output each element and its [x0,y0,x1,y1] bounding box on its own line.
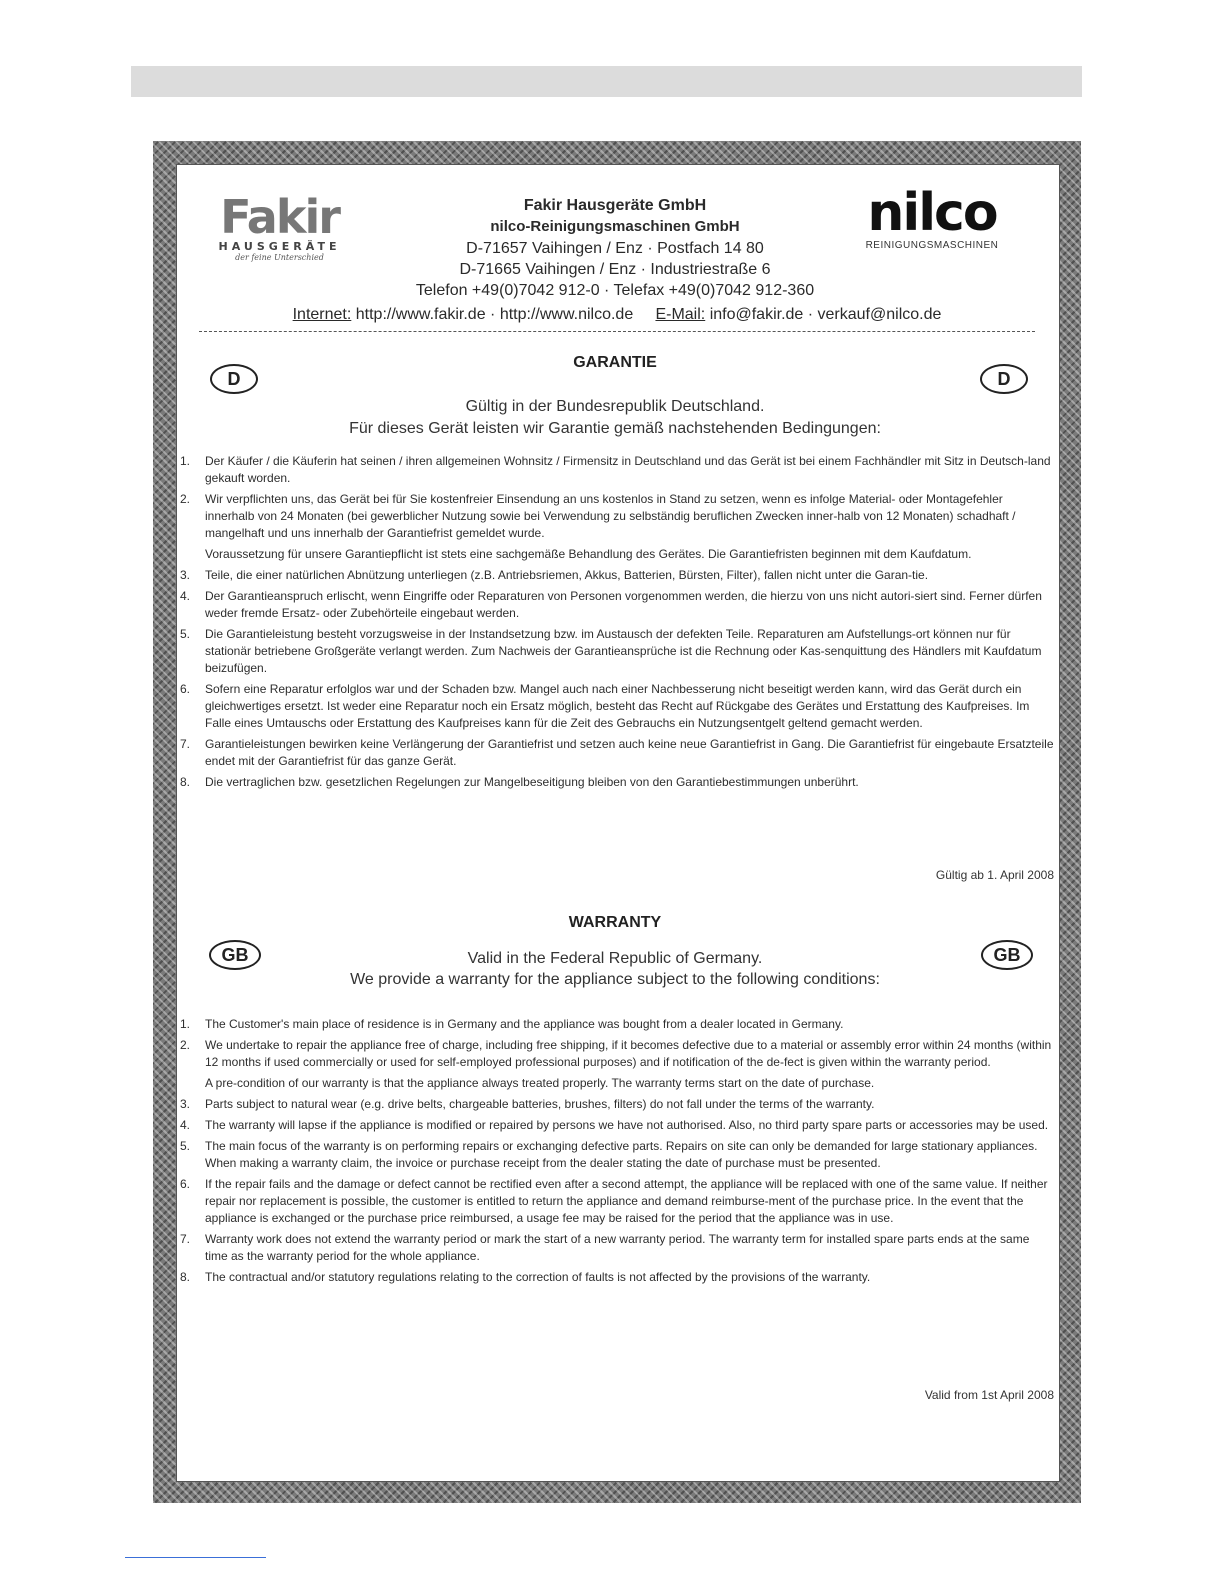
company-name-1: Fakir Hausgeräte GmbH [523,197,707,214]
clause-text: Sofern eine Reparatur erfolglos war und der Schaden bzw. Mangel auch nach einer Nachbesserung nicht beseitigt werden kann, wird das Gerät durch ein gleichwertiges ersetzt. Ist weder eine Reparatur noch ein Ersatz möglich, besteht das Recht auf Rückgabe des Gerätes und Erstattung des Kaufpreises. Im Falle eines Umtauschs oder Erstattung des Kaufpreises kann für die Zeit des Gebrauchs ein Nutzungsentgelt geltend gemacht werden. [205,682,1030,730]
country-badge-de-right: D [980,364,1028,394]
clause-number: 1. [180,454,191,468]
dashed-divider [199,331,1035,332]
clause-number: 7. [180,1232,191,1246]
clause-item [180,1096,1055,1113]
country-badge-gb-left: GB [209,940,261,970]
garantie-valid-date: Gültig ab 1. April 2008 [935,868,1054,882]
clause-item [180,1117,1055,1134]
clause-item [180,491,1055,542]
clause-text: Teile, die einer natürlichen Abnützung unterliegen (z.B. Antriebsriemen, Akkus, Batterien, Bürsten, Filter), fallen nicht unter die Garan-tie. [205,568,929,582]
fakir-logo-tagline: der feine Unterschied [235,253,324,262]
clause-item [180,588,1055,622]
clause-text: The contractual and/or statutory regulations relating to the correction of faults is not affected by the provisions of the warranty. [205,1270,871,1284]
clause-text: Die Garantieleistung besteht vorzugsweise in der Instandsetzung bzw. im Austausch der defekten Teile. Reparaturen am Aufstellungs-ort können nur für stationär betriebene Großgeräte verlangt werden. Zum Nachweis der Garantieansprüche ist die Rechnung oder Kas-senquittung des Händlers mit Kaufdatum beizufügen. [205,627,1042,675]
country-badge-de-left: D [210,364,258,394]
clause-text: The warranty will lapse if the appliance is modified or repaired by persons we have not authorised. Also, no third party spare parts or accessories may be used. [205,1118,1049,1132]
clause-text: Die vertraglichen bzw. gesetzlichen Regelungen zur Mangelbeseitigung bleiben von den Garantiebestimmungen unberührt. [205,775,859,789]
clause-number [180,1075,205,1092]
clause-text: A pre-condition of our warranty is that the appliance always treated properly. The warranty terms start on the date of purchase. [205,1076,875,1090]
clause-number: 8. [180,775,191,789]
warranty-validity: Valid in the Federal Republic of Germany. [467,950,763,967]
fakir-logo-sub: HAUSGERÄTE [218,240,341,253]
clause-text: We undertake to repair the appliance free of charge, including free shipping, if it becomes defective due to a material or assembly error within 24 months (within 12 months if used commercially or used for self-employed professional purposes) and if notification of the de-fect is given within the warranty period. [205,1038,1052,1069]
email-addresses[interactable]: info@fakir.de · verkauf@nilco.de [709,306,942,323]
clause-number: 1. [180,1017,191,1031]
country-badge-gb-right: GB [981,940,1033,970]
internet-urls[interactable]: http://www.fakir.de · http://www.nilco.de [355,306,634,323]
clause-item [180,1138,1055,1172]
internet-label: Internet: [292,306,352,323]
company-header [300,196,930,301]
clause-item [180,1269,1055,1286]
clause-item [180,453,1055,487]
clause-number: 7. [180,737,191,751]
clause-number: 5. [180,1139,191,1153]
warranty-title: WARRANTY [568,914,662,931]
clause-number: 6. [180,1177,191,1191]
clause-text: The main focus of the warranty is on performing repairs or exchanging defective parts. Repairs on site can only be demanded for large stationary appliances. When making a warranty claim, the invoice or purchase receipt from the dealer stating the date of purchase must be presented. [205,1139,1038,1170]
clause-item [180,567,1055,584]
clause-number: 2. [180,1038,191,1052]
clause-number: 2. [180,492,191,506]
clause-text: Garantieleistungen bewirken keine Verlängerung der Garantiefrist und setzen auch keine neue Garantiefrist in Gang. Die Garantiefrist für eingebaute Ersatzteile endet mit der Garantiefrist für das ganze Gerät. [205,737,1054,768]
nilco-logo-word: nilco [867,183,997,243]
address-postbox: D-71657 Vaihingen / Enz · Postfach 14 80 [466,240,764,257]
nilco-logo-sub: REINIGUNGSMASCHINEN [865,240,999,251]
clause-item [180,1016,1055,1033]
warranty-valid-date: Valid from 1st April 2008 [924,1388,1054,1402]
clause-text: Parts subject to natural wear (e.g. drive belts, chargeable batteries, brushes, filters) do not fall under the terms of the warranty. [205,1097,875,1111]
warranty-intro: We provide a warranty for the appliance subject to the following conditions: [350,971,880,988]
clause-number [180,546,205,563]
garantie-validity: Gültig in der Bundesrepublik Deutschland. [465,398,765,415]
clause-item [180,1037,1055,1071]
clause-item [180,1075,1055,1092]
clause-item [180,546,1055,563]
garantie-title: GARANTIE [573,354,657,371]
clause-text: If the repair fails and the damage or defect cannot be rectified even after a second attempt, the appliance will be replaced with one of the same value. If neither repair nor replacement is possible, the customer is entitled to return the appliance and demand reimburse-ment of the purchase price. In the event that the appliance is exchanged or the purchase price reimbursed, a usage fee may be raised for the period that the appliance was in use. [205,1177,1048,1225]
garantie-intro: Für dieses Gerät leisten wir Garantie gemäß nachstehenden Bedingungen: [349,420,881,437]
clause-number: 8. [180,1270,191,1284]
clause-item [180,626,1055,677]
clause-text: Der Garantieanspruch erlischt, wenn Eingriffe oder Reparaturen von Personen vorgenommen werden, die hierzu von uns nicht autori-siert sind. Ferner dürfen weder fremde Ersatz- oder Zubehörteile eingebaut werden. [205,589,1042,620]
phone-fax: Telefon +49(0)7042 912-0 · Telefax +49(0)7042 912-360 [415,282,815,299]
clause-item [180,736,1055,770]
clause-number: 3. [180,1097,191,1111]
address-street: D-71665 Vaihingen / Enz · Industriestraße 6 [459,261,771,278]
web-contact-line [180,306,1054,324]
clause-text: Voraussetzung für unsere Garantiepflicht ist stets eine sachgemäße Behandlung des Gerätes. Die Garantiefristen beginnen mit dem Kaufdatum. [205,547,972,561]
clause-text: The Customer's main place of residence is in Germany and the appliance was bought from a dealer located in Germany. [205,1017,844,1031]
clause-item [180,1231,1055,1265]
clause-text: Der Käufer / die Käuferin hat seinen / ihren allgemeinen Wohnsitz / Firmensitz in Deutschland und das Gerät ist bei einem Fachhändler mit Sitz in Deutsch-land gekauft worden. [205,454,1051,485]
clause-number: 6. [180,682,191,696]
company-name-2: nilco-Reinigungsmaschinen GmbH [490,218,740,235]
fakir-logo-word: Fakir [220,190,339,244]
email-label: E-Mail: [655,306,706,323]
clause-item [180,681,1055,732]
clause-item [180,774,1055,791]
clause-number: 5. [180,627,191,641]
top-gray-bar [131,66,1082,97]
clause-text: Warranty work does not extend the warranty period or mark the start of a new warranty period. The warranty term for installed spare parts ends at the same time as the warranty period for the whole appliance. [205,1232,1030,1263]
clause-number: 3. [180,568,191,582]
bottom-link-line [125,1557,266,1558]
clause-number: 4. [180,589,191,603]
clause-text: Wir verpflichten uns, das Gerät bei für Sie kostenfreier Einsendung an uns kostenlos in Stand zu setzen, wenn es infolge Material- oder Montagefehler innerhalb von 24 Monaten (bei gewerblicher Nutzung sowie bei Verwendung zu selbständig beruflichen Zwecken inner-halb von 12 Monaten) schadhaft / mangelhaft und uns innerhalb der Garantiefrist gemeldet wurde. [205,492,1016,540]
garantie-clauses [180,453,1055,795]
clause-item [180,1176,1055,1227]
clause-number: 4. [180,1118,191,1132]
warranty-clauses [180,1016,1055,1290]
